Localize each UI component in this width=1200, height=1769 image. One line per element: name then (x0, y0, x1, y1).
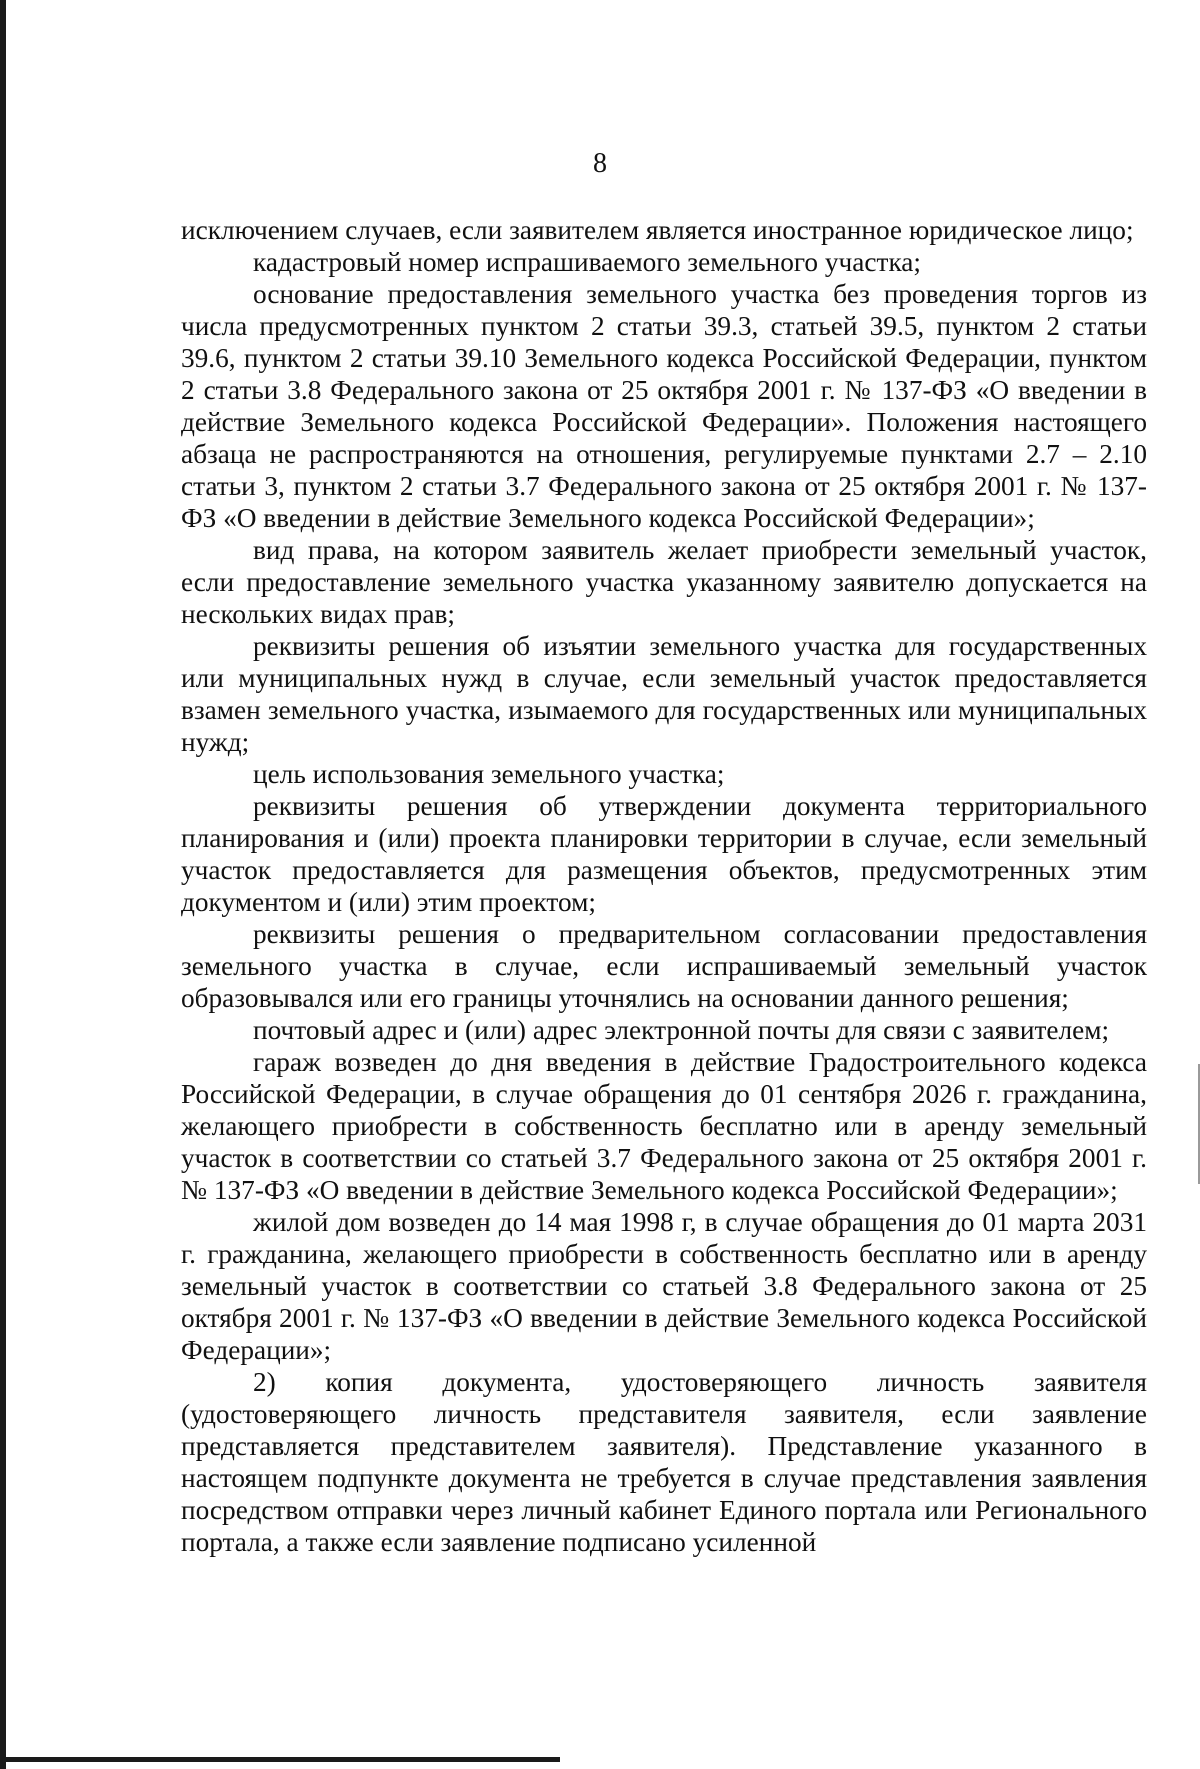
document-paragraph: вид права, на котором заявитель желает приобрести земельный участок, если предоставление земельного участка указанному заявителю допускается на нескольких видах прав; (181, 535, 1147, 629)
document-paragraph: реквизиты решения об утверждении документа территориального планирования и (или) проекта планировки территории в случае, если земельный участок предоставляется для размещения объектов, предусмотренных этим документом и (или) этим проектом; (181, 791, 1147, 917)
document-paragraph: исключением случаев, если заявителем является иностранное юридическое лицо; (181, 215, 1134, 245)
document-paragraph: реквизиты решения о предварительном согласовании предоставления земельного участка в случае, если испрашиваемый земельный участок образовывался или его границы уточнялись на основании данного решения; (181, 919, 1147, 1013)
page-number: 8 (593, 148, 607, 179)
scan-edge-left (0, 0, 6, 1769)
document-paragraph: кадастровый номер испрашиваемого земельного участка; (253, 247, 921, 277)
document-body (181, 214, 1147, 1558)
document-paragraph: 2) копия документа, удостоверяющего личность заявителя (удостоверяющего личность представителя заявителя, если заявление представляется представителем заявителя). Представление указанного в настоящем подпункте документа не требуется в случае представления заявления посредством отправки через личный кабинет Единого портала или Регионального портала, а также если заявление подписано усиленной (181, 1367, 1147, 1557)
document-paragraph: жилой дом возведен до 14 мая 1998 г, в случае обращения до 01 марта 2031 г. гражданина, желающего приобрести в собственность бесплатно или в аренду земельный участок в соответствии со статьей 3.8 Федерального закона от 25 октября 2001 г. № 137-ФЗ «О введении в действие Земельного кодекса Российской Федерации»; (181, 1207, 1147, 1365)
document-paragraph: основание предоставления земельного участка без проведения торгов из числа предусмотренных пунктом 2 статьи 39.3, статьей 39.5, пунктом 2 статьи 39.6, пунктом 2 статьи 39.10 Земельного кодекса Российской Федерации, пунктом 2 статьи 3.8 Федерального закона от 25 октября 2001 г. № 137-ФЗ «О введении в действие Земельного кодекса Российской Федерации». Положения настоящего абзаца не распространяются на отношения, регулируемые пунктами 2.7 – 2.10 статьи 3, пунктом 2 статьи 3.7 Федерального закона от 25 октября 2001 г. № 137-ФЗ «О введении в действие Земельного кодекса Российской Федерации»; (181, 279, 1147, 533)
scan-edge-bottom (0, 1757, 560, 1762)
document-paragraph: реквизиты решения об изъятии земельного участка для государственных или муниципальных нужд в случае, если земельный участок предоставляется взамен земельного участка, изымаемого для государственных или муниципальных нужд; (181, 631, 1147, 757)
document-paragraph: цель использования земельного участка; (253, 759, 725, 789)
document-paragraph: гараж возведен до дня введения в действие Градостроительного кодекса Российской Федерации, в случае обращения до 01 сентября 2026 г. гражданина, желающего приобрести в собственность бесплатно или в аренду земельный участок в соответствии со статьей 3.7 Федерального закона от 25 октября 2001 г. № 137-ФЗ «О введении в действие Земельного кодекса Российской Федерации»; (181, 1047, 1147, 1205)
document-paragraph: почтовый адрес и (или) адрес электронной почты для связи с заявителем; (253, 1015, 1110, 1045)
